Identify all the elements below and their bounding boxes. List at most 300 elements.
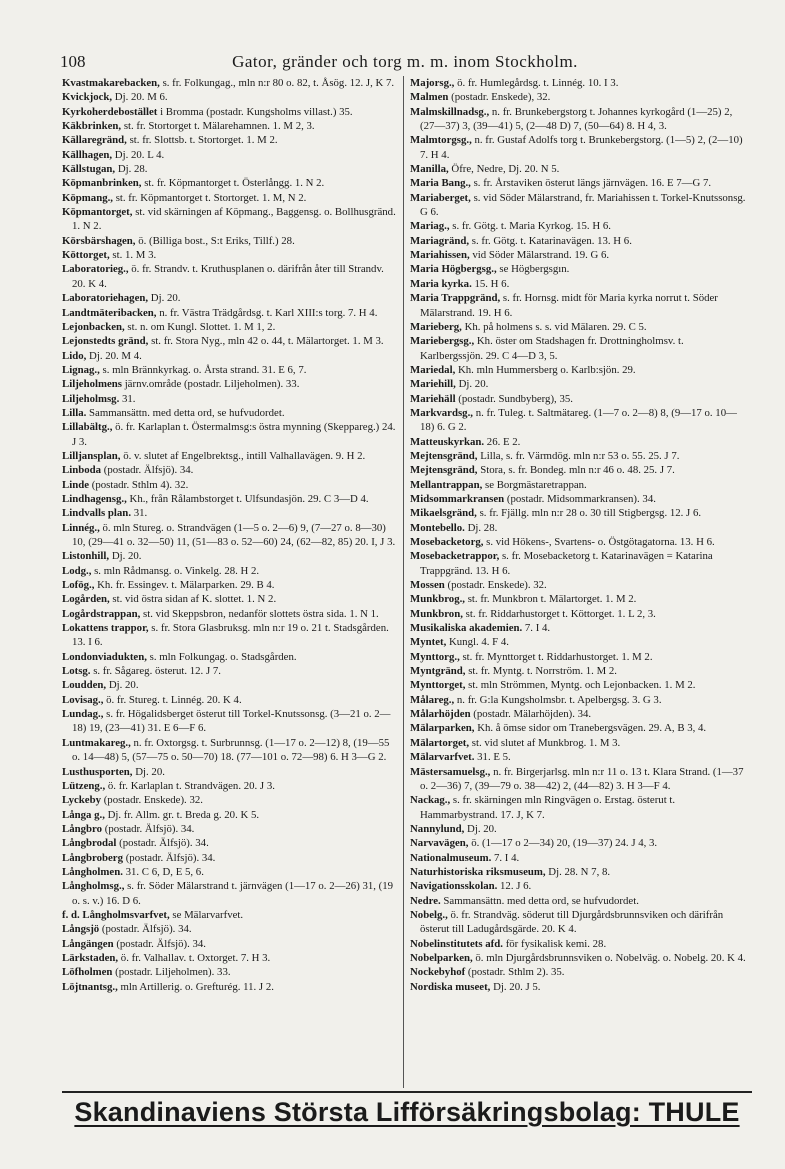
entry-headword: Mariag.,: [410, 220, 450, 233]
entry-details: n. fr. Västra Trädgårdsg. t. Karl XIII:s torg. 7. H 4.: [159, 306, 378, 319]
entry-headword: Malmskillnadsg.,: [410, 105, 490, 118]
directory-entry: [410, 736, 746, 750]
directory-entry: [410, 965, 746, 979]
directory-columns: [62, 76, 754, 1092]
entry-details: Dj. 20.: [135, 765, 165, 778]
entry-headword: Listonhill,: [62, 550, 110, 563]
directory-entry: [410, 851, 746, 865]
directory-entry: [62, 76, 398, 90]
directory-entry: [410, 506, 746, 520]
entry-details: Dj. 28. N 7, 8.: [548, 865, 611, 878]
entry-details: se Högbergsgın.: [499, 263, 570, 276]
directory-entry: [410, 377, 746, 391]
directory-entry: [62, 105, 398, 119]
directory-entry: [410, 492, 746, 506]
entry-headword: Mosebacketorg,: [410, 536, 484, 548]
entry-details: st. vid slutet af Munkbrog. 1. M 3.: [471, 736, 621, 749]
entry-details: st. mln Strömmen, Myntg. och Lejonbacken. 1. M 2.: [468, 679, 696, 692]
entry-headword: Lusthusporten,: [62, 765, 133, 778]
directory-entry: [410, 478, 746, 492]
entry-headword: Källstugan,: [62, 163, 116, 176]
entry-headword: Matteuskyrkan.: [410, 435, 485, 448]
directory-entry: [410, 578, 746, 592]
entry-headword: Nackag.,: [410, 794, 451, 807]
entry-headword: Navigationsskolan.: [410, 880, 498, 893]
entry-headword: Manilla,: [410, 163, 449, 176]
entry-details: s. mln Folkungag. o. Stadsgården.: [149, 650, 297, 663]
entry-headword: Lindvalls plan.: [62, 507, 132, 520]
entry-details: Dj. 20. J 5.: [493, 980, 541, 993]
directory-entry: [410, 219, 746, 233]
entry-headword: Köpmantorget,: [62, 206, 133, 219]
directory-entry: [410, 664, 746, 678]
entry-headword: Linnég.,: [62, 521, 100, 534]
directory-entry: [410, 406, 746, 435]
entry-headword: Nobelparken,: [410, 951, 473, 964]
directory-entry: [62, 937, 398, 951]
directory-entry: [62, 965, 398, 979]
entry-headword: Nordiska museet,: [410, 980, 491, 993]
entry-details: s. mln Brännkyrkag. o. Årsta strand. 31. E 6, 7.: [102, 363, 307, 376]
directory-entry: [62, 521, 398, 550]
entry-details: st. n. om Kungl. Slottet. 1. M 1, 2.: [127, 320, 276, 333]
entry-details: s. fr. Fjällg. mln n:r 28 o. 30 till Stigbergsg. 12. J 6.: [479, 507, 702, 520]
entry-headword: Mynttorget,: [410, 679, 466, 692]
entry-headword: Lützeng.,: [62, 779, 106, 792]
entry-headword: Mälarparken,: [410, 722, 475, 735]
entry-details: (postadr. Enskede). 32.: [447, 579, 547, 592]
entry-details: Kh., från Rålambstorget t. Ulfsundasjön. 29. C 3—D 4.: [129, 492, 369, 505]
entry-headword: Mossen: [410, 579, 445, 592]
entry-headword: Lofög.,: [62, 579, 95, 592]
entry-headword: Mariahissen,: [410, 249, 470, 262]
entry-details: (postadr. Sthlm 2). 35.: [467, 966, 565, 979]
entry-headword: Långholmen.: [62, 865, 123, 878]
entry-headword: Lundag.,: [62, 708, 104, 721]
directory-entry: [410, 76, 746, 90]
entry-details: n. fr. G:la Kungsholmsbr. t. Apelbergsg. 3. G 3.: [456, 693, 662, 706]
entry-headword: Majorsg.,: [410, 77, 455, 89]
entry-headword: Kyrkoherdebostället: [62, 105, 158, 118]
entry-headword: Malmen: [410, 91, 449, 104]
directory-entry: [62, 980, 398, 994]
entry-headword: Laboratorieg.,: [62, 263, 129, 276]
directory-entry: [62, 607, 398, 621]
directory-entry: [62, 205, 398, 234]
entry-details: (postadr. Enskede), 32.: [451, 91, 551, 104]
directory-entry: [410, 765, 746, 794]
directory-entry: [410, 879, 746, 893]
directory-entry: [62, 90, 398, 104]
entry-details: ö. mln Stureg. o. Strandvägen (1—5 o. 2—6) 9, (7—27 o. 8—30) 10, (29—41 o. 32—50) 11, (51—83 o. 52—60) 24, (62—82, 85) 20. I, J 3.: [72, 521, 396, 548]
entry-headword: Mellantrappan,: [410, 478, 483, 491]
entry-details: (postadr. Enskede). 32.: [103, 794, 203, 807]
entry-details: ö. (Billiga bost., S:t Eriks, Tillf.) 28.: [138, 234, 295, 247]
directory-entry: [410, 678, 746, 692]
entry-headword: Mejtensgränd,: [410, 449, 478, 462]
entry-headword: Nedre.: [410, 894, 441, 907]
entry-details: st. fr. Stortorget t. Mälarehamnen. 1. M 2, 3.: [123, 120, 315, 133]
directory-entry: [410, 363, 746, 377]
directory-entry: [62, 736, 398, 765]
entry-details: s. fr. Stora Glasbruksg. mln n:r 19 o. 21 t. Stadsgården. 13. I 6.: [72, 622, 389, 649]
entry-details: Kh. öster om Stadshagen fr. Drottningholmsv. t. Karlbergssjön. 29. C 4—D 3, 5.: [420, 335, 684, 362]
entry-details: s. mln Rådmansg. o. Vinkelg. 28. H 2.: [94, 564, 260, 577]
directory-entry: [62, 392, 398, 406]
directory-entry: [62, 506, 398, 520]
entry-details: s. fr. Sågareg. österut. 12. J 7.: [93, 665, 221, 678]
entry-details: n. fr. Oxtorgsg. t. Surbrunnsg. (1—17 o. 2—12) 8, (19—55 o. 14—48) 5, (57—75 o. 50—70) 18. (77—101 o. 72—98) 6. H 3—G 2.: [72, 736, 390, 764]
directory-entry: [62, 822, 398, 836]
entry-details: Kungl. 4. F 4.: [448, 636, 509, 649]
directory-entry: [62, 564, 398, 578]
directory-entry: [410, 234, 746, 248]
entry-headword: Landtmäteribacken,: [62, 306, 157, 319]
entry-headword: Liljeholmsg.: [62, 392, 120, 405]
entry-details: s. fr. Högalidsberget österut till Torkel-Knutssonsg. (3—21 o. 2—18) 19, (23—41) 31. E 6—F 6.: [72, 708, 391, 735]
directory-entry: [410, 463, 746, 477]
directory-entry: [62, 578, 398, 592]
directory-entry: [62, 234, 398, 248]
directory-entry: [410, 908, 746, 937]
entry-headword: Mejtensgränd,: [410, 464, 478, 477]
directory-entry: [410, 133, 746, 162]
entry-details: (postadr. Sundbyberg), 35.: [458, 392, 573, 405]
entry-details: (postadr. Älfsjö). 34.: [125, 851, 216, 864]
entry-headword: Musikaliska akademien.: [410, 622, 523, 635]
entry-details: st. vid Skeppsbron, nedanför slottets östra sida. 1. N 1.: [143, 607, 379, 620]
entry-details: Öfre, Nedre, Dj. 20. N 5.: [451, 163, 560, 176]
entry-headword: Malmtorgsg.,: [410, 134, 472, 147]
entry-headword: Käkbrinken,: [62, 120, 122, 133]
entry-details: n. fr. Birgerjarlsg. mln n:r 11 o. 13 t. Klara Strand. (1—37 o. 2—36) 7, (39—79 o. 38—42) 2, (44—82) 3. H 3—F 4.: [420, 765, 744, 792]
entry-headword: Mosebacketrappor,: [410, 550, 500, 563]
entry-details: st. 1. M 3.: [112, 249, 157, 262]
entry-headword: Mariagränd,: [410, 234, 470, 247]
entry-headword: Munkbron,: [410, 607, 463, 620]
page-number: 108: [60, 52, 86, 71]
directory-entry: [410, 521, 746, 535]
directory-entry: [410, 621, 746, 635]
directory-entry: [62, 406, 398, 420]
entry-headword: Lyckeby: [62, 794, 101, 807]
entry-headword: Nobelg.,: [410, 908, 448, 921]
entry-details: ö. fr. Stureg. t. Linnég. 20. K 4.: [106, 693, 242, 706]
directory-entry: [410, 90, 746, 104]
entry-headword: Målarhöjden: [410, 708, 471, 721]
entry-headword: Målareg.,: [410, 693, 455, 706]
right-column: [410, 76, 746, 994]
directory-entry: [62, 793, 398, 807]
entry-headword: Luntmakareg.,: [62, 736, 131, 749]
footer-advertisement: Skandinaviens Största Lifförsäkringsbolag: THULE: [74, 1097, 740, 1127]
entry-headword: Lido,: [62, 349, 87, 362]
directory-entry: [62, 879, 398, 908]
footer-divider: [62, 1091, 752, 1093]
directory-entry: [62, 693, 398, 707]
entry-details: st. fr. Myntg. t. Norrström. 1. M 2.: [468, 665, 617, 678]
directory-entry: [410, 435, 746, 449]
entry-headword: Lejonstedts gränd,: [62, 335, 149, 348]
entry-headword: Köttorget,: [62, 249, 110, 262]
directory-entry: [62, 191, 398, 205]
entry-details: st. fr. Mynttorget t. Riddarhustorget. 1. M 2.: [462, 650, 653, 663]
entry-headword: Långbrodal: [62, 837, 117, 850]
entry-details: s. fr. Folkungag., mln n:r 80 o. 82, t. Åsög. 12. J, K 7.: [162, 77, 395, 89]
entry-details: Dj. 20.: [467, 822, 497, 835]
entry-details: Dj. 20.: [108, 679, 139, 692]
entry-details: 31.: [122, 392, 136, 405]
directory-entry: [62, 592, 398, 606]
entry-details: Kh. fr. Essingev. t. Mälarparken. 29. B 4.: [97, 579, 275, 592]
entry-details: Kh. å ömse sidor om Tranebergsvägen. 29. A, B 3, 4.: [477, 722, 707, 735]
entry-details: (postadr. Liljeholmen). 33.: [115, 966, 231, 979]
entry-headword: Mariedal,: [410, 363, 456, 376]
directory-entry: [62, 306, 398, 320]
entry-details: Stora, s. fr. Bondeg. mln n:r 46 o. 48. 25. J 7.: [480, 464, 675, 477]
directory-entry: [62, 922, 398, 936]
entry-details: Dj. 20.: [150, 292, 181, 305]
entry-details: (postadr. Midsommarkransen). 34.: [506, 492, 656, 505]
entry-headword: Långholmsg.,: [62, 880, 125, 893]
entry-headword: Nationalmuseum.: [410, 851, 492, 864]
directory-entry: [62, 334, 398, 348]
directory-entry: [410, 262, 746, 276]
entry-details: 12. J 6.: [500, 880, 532, 893]
directory-entry: [410, 320, 746, 334]
entry-headword: Midsommarkransen: [410, 492, 505, 505]
entry-details: ö. v. slutet af Engelbrektsg., intill Valhallavägen. 9. H 2.: [123, 449, 366, 462]
entry-details: Dj. 20. M 6.: [114, 91, 168, 104]
directory-entry: [62, 650, 398, 664]
directory-entry: [410, 707, 746, 721]
entry-headword: Logården,: [62, 593, 110, 606]
entry-details: Lilla, s. fr. Värmdög. mln n:r 53 o. 55. 25. J 7.: [480, 449, 680, 462]
entry-headword: Källhagen,: [62, 148, 113, 161]
running-title: Gator, gränder och torg m. m. inom Stockholm.: [232, 52, 578, 71]
entry-details: Dj. 20.: [458, 378, 489, 391]
entry-headword: Mariaberget,: [410, 191, 471, 204]
entry-headword: Markvardsg.,: [410, 406, 473, 419]
entry-details: Dj. 20.: [111, 550, 142, 563]
directory-entry: [62, 262, 398, 291]
entry-details: ö. mln Djurgårdsbrunnsviken o. Nobelväg. o. Nobelg. 20. K 4.: [475, 951, 746, 964]
directory-entry: [410, 549, 746, 578]
entry-headword: Lignag.,: [62, 363, 100, 376]
directory-entry: [62, 377, 398, 391]
directory-entry: [62, 162, 398, 176]
entry-details: se Borgmästaretrappan.: [485, 478, 587, 491]
entry-headword: Mariehill,: [410, 378, 456, 391]
entry-headword: Långa g.,: [62, 808, 105, 821]
directory-entry: [62, 291, 398, 305]
directory-entry: [62, 176, 398, 190]
directory-entry: [410, 980, 746, 994]
directory-entry: [62, 478, 398, 492]
entry-details: Dj. fr. Allm. gr. t. Breda g. 20. K 5.: [107, 808, 260, 821]
entry-details: (postadr. Älfsjö). 34.: [116, 937, 206, 950]
entry-details: 26. E 2.: [486, 435, 521, 448]
directory-entry: [62, 320, 398, 334]
entry-headword: Mälartorget,: [410, 736, 470, 749]
entry-headword: Londonviadukten,: [62, 650, 147, 663]
entry-details: n. fr. Tuleg. t. Saltmätareg. (1—7 o. 2—8) 8, (9—17 o. 10—18) 6. G 2.: [420, 406, 737, 434]
entry-headword: Naturhistoriska riksmuseum,: [410, 865, 546, 878]
entry-headword: Mälarvarfvet.: [410, 751, 475, 764]
entry-details: Kh. på holmens s. s. vid Mälaren. 29. C 5.: [464, 320, 647, 333]
entry-details: 31.: [133, 507, 148, 520]
entry-details: (postadr. Sthlm 4). 32.: [91, 478, 189, 491]
directory-entry: [410, 894, 746, 908]
directory-entry: [410, 334, 746, 363]
entry-details: Dj. 28.: [117, 163, 148, 176]
entry-details: ö. fr. Karlaplan t. Östermalmsg:s östra mynning (Skeppareg.) 24. J 3.: [72, 421, 396, 448]
entry-headword: Långsjö: [62, 923, 100, 936]
directory-entry: [62, 248, 398, 262]
entry-headword: Lodg.,: [62, 564, 92, 577]
entry-headword: Källaregränd,: [62, 134, 127, 147]
entry-headword: Mynttorg.,: [410, 650, 460, 663]
directory-entry: [410, 836, 746, 850]
entry-details: i Bromma (postadr. Kungsholms villast.) 35.: [160, 105, 353, 118]
entry-details: 7. I 4.: [524, 622, 551, 635]
entry-headword: Lindhagensg.,: [62, 492, 127, 505]
entry-headword: Köpmang.,: [62, 191, 113, 204]
entry-headword: Liljeholmens: [62, 378, 122, 391]
directory-entry: [62, 549, 398, 563]
directory-entry: [410, 650, 746, 664]
entry-details: ö. fr. Valhallav. t. Oxtorget. 7. H 3.: [120, 951, 271, 964]
directory-entry: [410, 937, 746, 951]
entry-headword: Lärkstaden,: [62, 951, 119, 964]
entry-details: s. fr. skärningen mln Ringvägen o. Erstag. österut t. Hammarbystrand. 17. J, K 7.: [420, 794, 676, 821]
directory-entry: [62, 363, 398, 377]
entry-details: (postadr. Älfsjö). 34.: [104, 822, 195, 835]
entry-details: (postadr. Mälarhöjden). 34.: [473, 708, 592, 721]
entry-details: n. fr. Gustaf Adolfs torg t. Brunkebergstorg. (1—5) 2, (2—10) 7. H 4.: [420, 134, 743, 161]
entry-headword: Myntet,: [410, 636, 447, 649]
entry-details: s. vid Hökens-, Svartens- o. Östgötagatorna. 13. H 6.: [486, 536, 715, 548]
entry-headword: Långbroberg: [62, 851, 123, 864]
entry-details: s. fr. Hornsg. midt för Maria kyrka norrut t. Söder Mälarstrand. 19. H 6.: [420, 292, 718, 319]
page-header: [60, 52, 750, 78]
entry-details: mln Artillerig. o. Grefturég. 11. J 2.: [120, 980, 274, 993]
directory-entry: [62, 148, 398, 162]
entry-headword: Mariebergsg.,: [410, 335, 475, 348]
entry-headword: Mästersamuelsg.,: [410, 765, 491, 778]
directory-entry: [62, 463, 398, 477]
entry-headword: Långängen: [62, 937, 114, 950]
entry-details: s. fr. Årstaviken österut längs järnvägen. 16. E 7—G 7.: [473, 177, 712, 190]
entry-headword: f. d. Långholmsvarfvet,: [62, 908, 170, 921]
entry-details: ö. fr. Karlaplan t. Strandvägen. 20. J 3.: [107, 779, 275, 792]
directory-entry: [410, 248, 746, 262]
entry-headword: Marieberg,: [410, 320, 462, 333]
directory-entry: [62, 621, 398, 650]
entry-details: Sammansättn. med detta ord, se hufvudordet.: [89, 406, 285, 419]
entry-details: vid Söder Mälarstrand. 19. G 6.: [472, 249, 610, 262]
directory-entry: [62, 133, 398, 147]
entry-headword: Lilla.: [62, 406, 87, 419]
directory-entry: [62, 492, 398, 506]
entry-headword: Lillabältg.,: [62, 421, 113, 434]
directory-entry: [62, 678, 398, 692]
entry-details: st. fr. Köpmantorget t. Österlångg. 1. N 2.: [144, 177, 325, 190]
directory-entry: [62, 951, 398, 965]
entry-headword: Långbro: [62, 822, 103, 835]
entry-details: järnv.område (postadr. Liljeholmen). 33.: [124, 378, 300, 391]
directory-entry: [410, 535, 746, 549]
entry-details: s. fr. Mosebacketorg t. Katarinavägen = Katarina Trappgränd. 13. H 6.: [420, 550, 713, 577]
entry-details: Kh. mln Hummersberg o. Karlb:sjön. 29.: [457, 363, 636, 376]
entry-details: (postadr. Älfsjö). 34.: [101, 923, 192, 936]
directory-entry: [410, 162, 746, 176]
entry-headword: Laboratoriehagen,: [62, 292, 149, 305]
entry-details: 31. E 5.: [477, 751, 511, 764]
directory-entry: [62, 119, 398, 133]
directory-entry: [410, 693, 746, 707]
directory-entry: [62, 765, 398, 779]
directory-entry: [410, 635, 746, 649]
directory-entry: [410, 105, 746, 134]
entry-headword: Mariehäll: [410, 392, 456, 405]
entry-details: s. fr. Götg. t. Katarinavägen. 13. H 6.: [471, 234, 632, 247]
entry-details: Dj. 28.: [467, 521, 498, 534]
entry-headword: Logårdstrappan,: [62, 607, 141, 620]
directory-entry: [62, 420, 398, 449]
entry-details: 15. H 6.: [474, 277, 510, 290]
entry-details: ö. (1—17 o 2—34) 20, (19—37) 24. J 4, 3.: [471, 837, 658, 850]
entry-headword: Myntgränd,: [410, 665, 466, 678]
entry-details: st. vid skärningen af Köpmang., Baggensg. o. Bollhusgränd. 1. N 2.: [72, 206, 396, 233]
left-column: [62, 76, 398, 994]
directory-entry: [410, 176, 746, 190]
entry-details: st. fr. Riddarhustorget t. Köttorget. 1. L 2, 3.: [465, 607, 656, 620]
directory-entry: [62, 908, 398, 922]
entry-headword: Nannylund,: [410, 822, 465, 835]
entry-headword: Nobelinstitutets afd.: [410, 937, 503, 950]
entry-details: st. fr. Slottsb. t. Stortorget. 1. M 2.: [129, 134, 278, 147]
entry-headword: Maria Bang.,: [410, 177, 471, 190]
directory-entry: [62, 808, 398, 822]
entry-details: n. fr. Brunkebergstorg t. Johannes kyrkogård (1—25) 2, (27—37) 3, (39—41) 5, (2—48 D) 7, (50—64) 8. H 4, 3.: [420, 105, 733, 133]
entry-headword: Maria Trappgränd,: [410, 292, 501, 305]
entry-details: (postadr. Älfsjö). 34.: [103, 464, 194, 477]
entry-details: (postadr. Älfsjö). 34.: [119, 837, 209, 850]
directory-entry: [410, 822, 746, 836]
entry-details: st. fr. Stora Nyg., mln 42 o. 44, t. Mälartorget. 1. M 3.: [151, 335, 384, 348]
entry-headword: Mikaelsgränd,: [410, 507, 477, 520]
entry-details: Sammansättn. med detta ord, se hufvudordet.: [443, 894, 639, 907]
entry-details: st. fr. Munkbron t. Mälartorget. 1. M 2.: [467, 593, 637, 606]
directory-entry: [62, 851, 398, 865]
entry-details: 7. I 4.: [494, 851, 520, 864]
directory-entry: [410, 277, 746, 291]
entry-headword: Maria kyrka.: [410, 277, 472, 290]
entry-headword: Montebello.: [410, 521, 465, 534]
directory-entry: [62, 779, 398, 793]
entry-details: s. fr. Söder Mälarstrand t. järnvägen (1—17 o. 2—26) 31, (19 o. s. v.) 16. D 6.: [72, 880, 394, 907]
entry-details: ö. fr. Strandväg. söderut till Djurgårdsbrunnsviken och därifrån österut till Ladugårdsgärde. 20. K 4.: [420, 908, 724, 936]
directory-entry: [62, 664, 398, 678]
directory-entry: [410, 865, 746, 879]
entry-headword: Lotsg.: [62, 665, 91, 678]
entry-headword: Lilljansplan,: [62, 449, 121, 462]
entry-details: st. vid östra sidan af K. slottet. 1. N 2.: [112, 593, 277, 606]
directory-entry: [62, 449, 398, 463]
entry-headword: Lokattens trappor,: [62, 622, 149, 635]
entry-headword: Kvastmakarebacken,: [62, 77, 160, 89]
